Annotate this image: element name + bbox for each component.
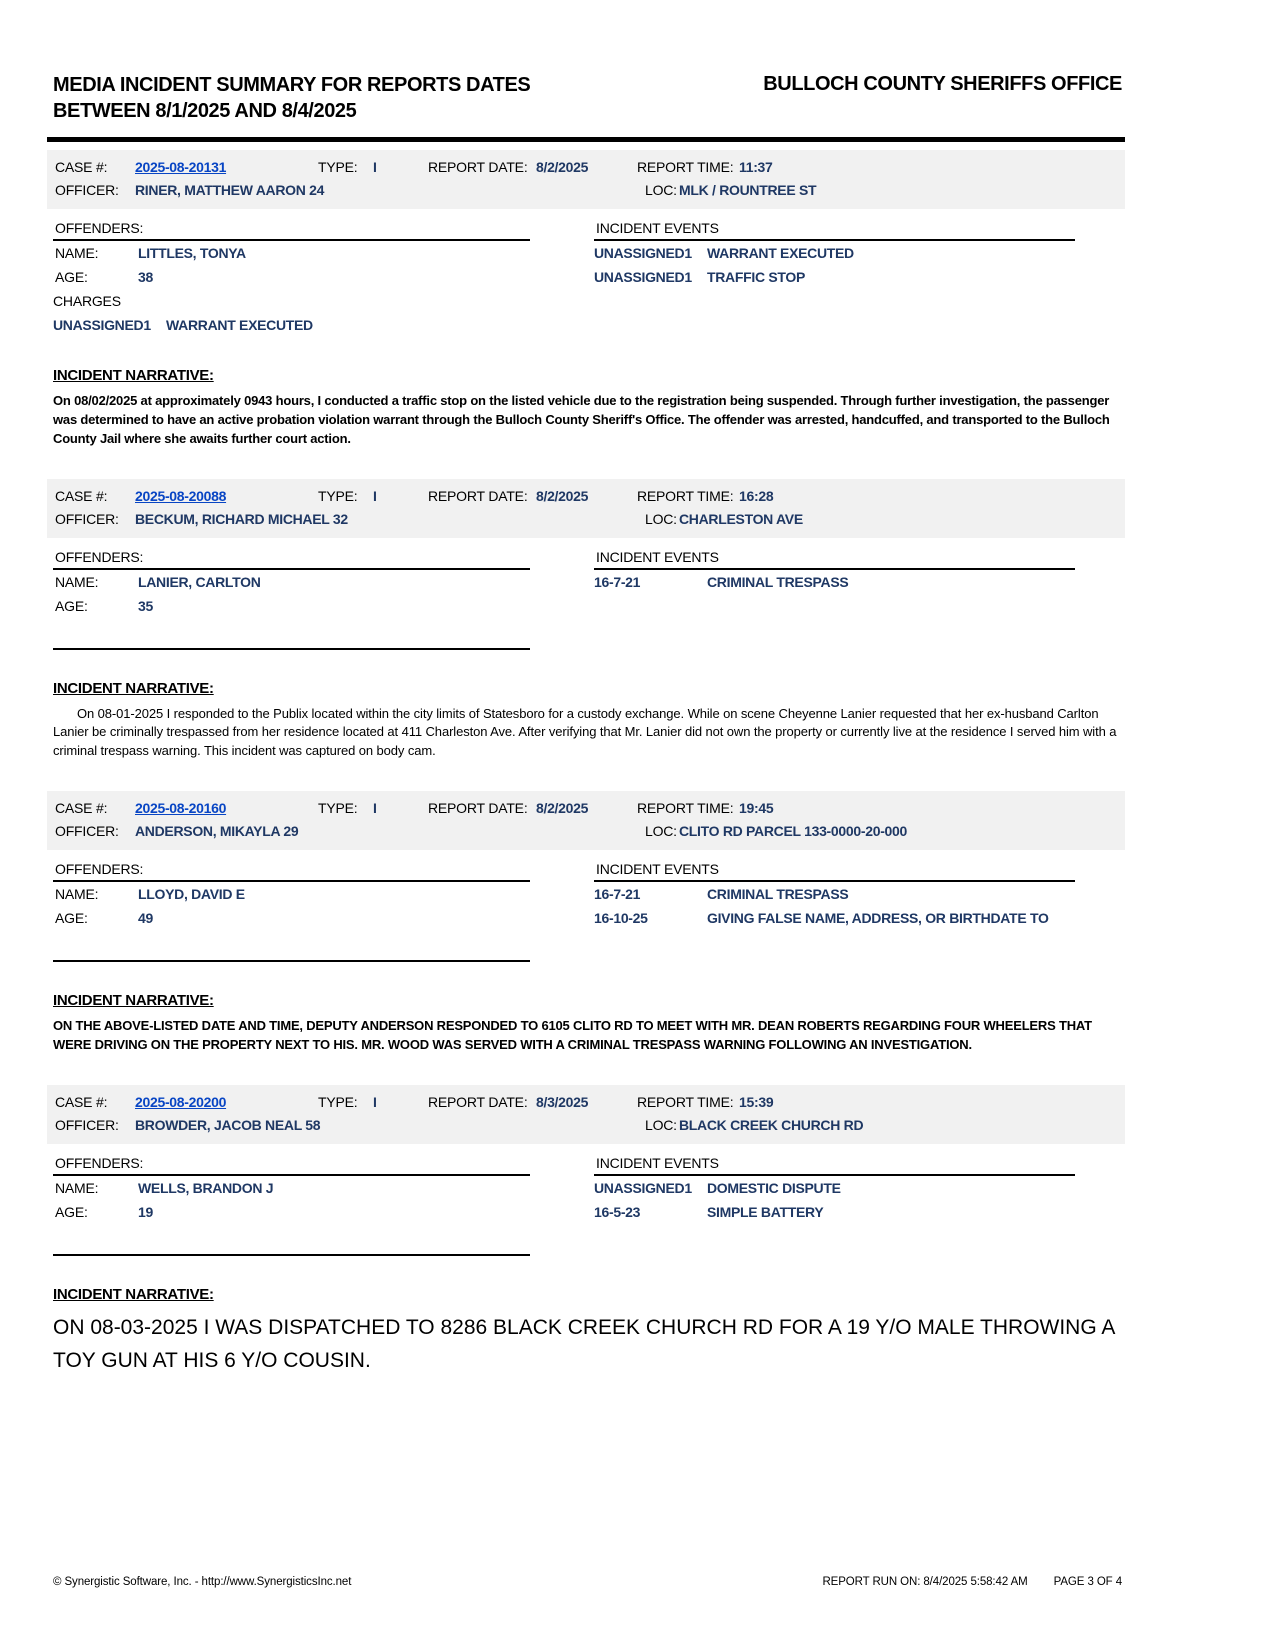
case-number-label: CASE #: xyxy=(55,800,108,817)
document-header xyxy=(53,72,1122,124)
offenders-column xyxy=(53,546,530,650)
case-number-label: CASE #: xyxy=(55,1093,108,1110)
event-row xyxy=(594,882,1075,906)
footer-copyright: © Synergistic Software, Inc. - http://www.SynergisticsInc.net xyxy=(53,1576,352,1588)
case-header-row1 xyxy=(47,485,1125,508)
charge-code: UNASSIGNED1 xyxy=(53,317,151,333)
offender-age: 35 xyxy=(138,597,153,614)
report-date-label: REPORT DATE: xyxy=(428,1093,528,1110)
offenders-column xyxy=(53,858,530,962)
offender-name-row xyxy=(53,241,530,265)
name-label: NAME: xyxy=(55,1179,99,1196)
name-label: NAME: xyxy=(55,573,99,590)
event-description: CRIMINAL TRESPASS xyxy=(707,886,849,903)
offenders-events-section xyxy=(53,217,1122,337)
offenders-column xyxy=(53,1152,530,1256)
offender-age: 19 xyxy=(138,1203,153,1220)
charge-row xyxy=(53,313,530,337)
case-number-link[interactable]: 2025-08-20160 xyxy=(135,800,227,817)
case-number-link[interactable]: 2025-08-20088 xyxy=(135,487,227,504)
type-label: TYPE: xyxy=(318,487,358,504)
event-description: DOMESTIC DISPUTE xyxy=(707,1179,841,1196)
event-row xyxy=(594,570,1075,594)
offender-name-row xyxy=(53,882,530,906)
report-time-label: REPORT TIME: xyxy=(637,487,734,504)
type-label: TYPE: xyxy=(318,159,358,175)
offender-name: LANIER, CARLTON xyxy=(138,573,261,590)
report-time-value: 15:39 xyxy=(739,1093,774,1110)
report-date-label: REPORT DATE: xyxy=(428,487,528,504)
offenders-column xyxy=(53,217,530,337)
page-indicator: PAGE 3 OF 4 xyxy=(1053,1576,1122,1588)
offenders-label: OFFENDERS: xyxy=(55,220,144,236)
officer-value: BECKUM, RICHARD MICHAEL 32 xyxy=(135,510,348,527)
incident-narrative-text: On 08-01-2025 I responded to the Publix located within the city limits of Statesboro for a custody exchange. While on scene Cheyenne Lanier requested that her ex-husband Carlton Lanier be criminally trespassed from her residence located at 411 Charleston Ave. After verifying that Mr. Lanier did not own the property or currently live at the residence I served him with a criminal trespass warning. This incident was captured on body cam. xyxy=(53,705,1117,759)
officer-label: OFFICER: xyxy=(55,182,119,198)
age-label: AGE: xyxy=(55,910,88,927)
page-title-line1: MEDIA INCIDENT SUMMARY FOR REPORTS DATES xyxy=(53,74,531,96)
report-date-value: 8/2/2025 xyxy=(536,159,589,175)
incident-events-label: INCIDENT EVENTS xyxy=(596,861,719,878)
event-code: 16-7-21 xyxy=(594,573,641,590)
incident-events-label: INCIDENT EVENTS xyxy=(596,220,719,236)
report-time-label: REPORT TIME: xyxy=(637,800,734,817)
report-time-value: 11:37 xyxy=(739,159,773,175)
incident-narrative-heading: INCIDENT NARRATIVE: xyxy=(53,1285,214,1303)
loc-label: LOC: xyxy=(645,823,677,840)
offenders-close-rule xyxy=(53,648,530,650)
incident-narrative-text: ON THE ABOVE-LISTED DATE AND TIME, DEPUTY ANDERSON RESPONDED TO 6105 CLITO RD TO MEET WITH MR. DEAN ROBERTS REGARDING FOUR WHEELERS THAT WERE DRIVING ON THE PROPERTY NEXT TO HIS. MR. WOOD WAS SERVED WITH A CRIMINAL TRESPASS WARNING FOLLOWING AN INVESTIGATION. xyxy=(53,1018,1092,1052)
loc-value: MLK / ROUNTREE ST xyxy=(679,182,817,198)
report-date-label: REPORT DATE: xyxy=(428,159,528,175)
case-header-row1 xyxy=(47,797,1125,820)
event-description: CRIMINAL TRESPASS xyxy=(707,573,849,590)
officer-label: OFFICER: xyxy=(55,510,119,527)
case-header-band xyxy=(47,479,1125,538)
offender-age: 49 xyxy=(138,910,153,927)
footer-right xyxy=(822,1576,1122,1588)
age-label: AGE: xyxy=(55,597,88,614)
events-column xyxy=(594,1152,1075,1256)
type-value: I xyxy=(373,159,377,175)
case-number-link[interactable]: 2025-08-20131 xyxy=(135,159,227,175)
offenders-events-section xyxy=(53,546,1122,650)
case-header-band xyxy=(47,150,1125,209)
loc-label: LOC: xyxy=(645,1116,677,1133)
offenders-label: OFFENDERS: xyxy=(55,861,144,878)
offenders-events-section xyxy=(53,858,1122,962)
events-column xyxy=(594,858,1075,962)
report-time-label: REPORT TIME: xyxy=(637,1093,734,1110)
report-run-timestamp: REPORT RUN ON: 8/4/2025 5:58:42 AM xyxy=(822,1576,1028,1588)
events-column xyxy=(594,217,1075,337)
officer-value: BROWDER, JACOB NEAL 58 xyxy=(135,1116,321,1133)
case-header-band xyxy=(47,1085,1125,1144)
event-code: 16-10-25 xyxy=(594,910,648,927)
loc-value: BLACK CREEK CHURCH RD xyxy=(679,1116,864,1133)
page-title-line2: BETWEEN 8/1/2025 AND 8/4/2025 xyxy=(53,100,357,122)
agency-name: BULLOCH COUNTY SHERIFFS OFFICE xyxy=(763,73,1122,95)
type-value: I xyxy=(373,1093,377,1110)
offender-age: 38 xyxy=(138,269,153,285)
report-date-label: REPORT DATE: xyxy=(428,800,528,817)
offender-name: WELLS, BRANDON J xyxy=(138,1179,274,1196)
loc-label: LOC: xyxy=(645,182,677,198)
case-header-row1 xyxy=(47,1091,1125,1114)
charges-header-row xyxy=(53,289,530,313)
report-time-value: 19:45 xyxy=(739,800,774,817)
case-header-row1 xyxy=(47,156,1125,179)
offenders-label: OFFENDERS: xyxy=(55,548,144,565)
page-footer xyxy=(53,1576,1122,1588)
event-row xyxy=(594,1200,1075,1224)
incident-narrative-text: On 08/02/2025 at approximately 0943 hours, I conducted a traffic stop on the listed vehicle due to the registration being suspended. Through further investigation, the passenger was determined to have an active probation violation warrant through the Bulloch County Sheriff's Office. The offender was arrested, handcuffed, and transported to the Bulloch County Jail where she awaits further court action. xyxy=(53,393,1110,446)
case-block-2 xyxy=(53,479,1122,762)
loc-label: LOC: xyxy=(645,510,677,527)
event-code: UNASSIGNED1 xyxy=(594,269,692,285)
case-header-band xyxy=(47,791,1125,850)
offenders-close-rule xyxy=(53,960,530,962)
event-row xyxy=(594,265,1075,289)
report-time-label: REPORT TIME: xyxy=(637,159,734,175)
report-date-value: 8/2/2025 xyxy=(536,487,589,504)
incident-events-label: INCIDENT EVENTS xyxy=(596,548,719,565)
type-value: I xyxy=(373,487,377,504)
officer-value: ANDERSON, MIKAYLA 29 xyxy=(135,823,299,840)
name-label: NAME: xyxy=(55,886,99,903)
loc-value: CHARLESTON AVE xyxy=(679,510,803,527)
name-label: NAME: xyxy=(55,245,99,261)
case-header-row2 xyxy=(47,1114,1125,1137)
age-label: AGE: xyxy=(55,1203,88,1220)
officer-label: OFFICER: xyxy=(55,1116,119,1133)
case-number-label: CASE #: xyxy=(55,159,108,175)
page-title xyxy=(53,72,530,124)
type-label: TYPE: xyxy=(318,1093,358,1110)
report-date-value: 8/2/2025 xyxy=(536,800,589,817)
age-label: AGE: xyxy=(55,269,88,285)
offenders-label: OFFENDERS: xyxy=(55,1154,144,1171)
case-block-1 xyxy=(53,150,1122,449)
case-block-4 xyxy=(53,1085,1122,1378)
charge-description: WARRANT EXECUTED xyxy=(166,317,313,333)
event-code: UNASSIGNED1 xyxy=(594,245,692,261)
offender-age-row xyxy=(53,906,530,930)
case-header-row2 xyxy=(47,179,1125,202)
event-row xyxy=(594,1176,1075,1200)
incident-narrative-heading: INCIDENT NARRATIVE: xyxy=(53,367,214,384)
case-header-row2 xyxy=(47,820,1125,843)
incident-events-label: INCIDENT EVENTS xyxy=(596,1154,719,1171)
case-header-row2 xyxy=(47,508,1125,531)
case-block-3 xyxy=(53,791,1122,1055)
event-description: TRAFFIC STOP xyxy=(707,269,806,285)
case-number-link[interactable]: 2025-08-20200 xyxy=(135,1093,227,1110)
event-description: WARRANT EXECUTED xyxy=(707,245,854,261)
offender-name: LLOYD, DAVID E xyxy=(138,886,245,903)
offender-name: LITTLES, TONYA xyxy=(138,245,246,261)
offender-age-row xyxy=(53,594,530,618)
offenders-events-section xyxy=(53,1152,1122,1256)
offender-name-row xyxy=(53,1176,530,1200)
events-column xyxy=(594,546,1075,650)
event-description: GIVING FALSE NAME, ADDRESS, OR BIRTHDATE TO xyxy=(707,910,1049,927)
incident-narrative-text: ON 08-03-2025 I WAS DISPATCHED TO 8286 BLACK CREEK CHURCH RD FOR A 19 Y/O MALE THROWING A TOY GUN AT HIS 6 Y/O COUSIN. xyxy=(53,1315,1115,1373)
officer-value: RINER, MATTHEW AARON 24 xyxy=(135,182,325,198)
type-value: I xyxy=(373,800,377,817)
incident-narrative-heading: INCIDENT NARRATIVE: xyxy=(53,992,214,1010)
loc-value: CLITO RD PARCEL 133-0000-20-000 xyxy=(679,823,908,840)
type-label: TYPE: xyxy=(318,800,358,817)
offender-age-row xyxy=(53,1200,530,1224)
event-description: SIMPLE BATTERY xyxy=(707,1203,824,1220)
officer-label: OFFICER: xyxy=(55,823,119,840)
event-code: 16-7-21 xyxy=(594,886,641,903)
event-row xyxy=(594,906,1075,930)
header-rule xyxy=(47,137,1125,142)
report-date-value: 8/3/2025 xyxy=(536,1093,589,1110)
offenders-close-rule xyxy=(53,1254,530,1256)
case-number-label: CASE #: xyxy=(55,487,108,504)
event-row xyxy=(594,241,1075,265)
offender-age-row xyxy=(53,265,530,289)
event-code: 16-5-23 xyxy=(594,1203,641,1220)
report-time-value: 16:28 xyxy=(739,487,774,504)
charges-label: CHARGES xyxy=(53,293,121,309)
event-code: UNASSIGNED1 xyxy=(594,1179,692,1196)
incident-narrative-heading: INCIDENT NARRATIVE: xyxy=(53,679,214,697)
offender-name-row xyxy=(53,570,530,594)
